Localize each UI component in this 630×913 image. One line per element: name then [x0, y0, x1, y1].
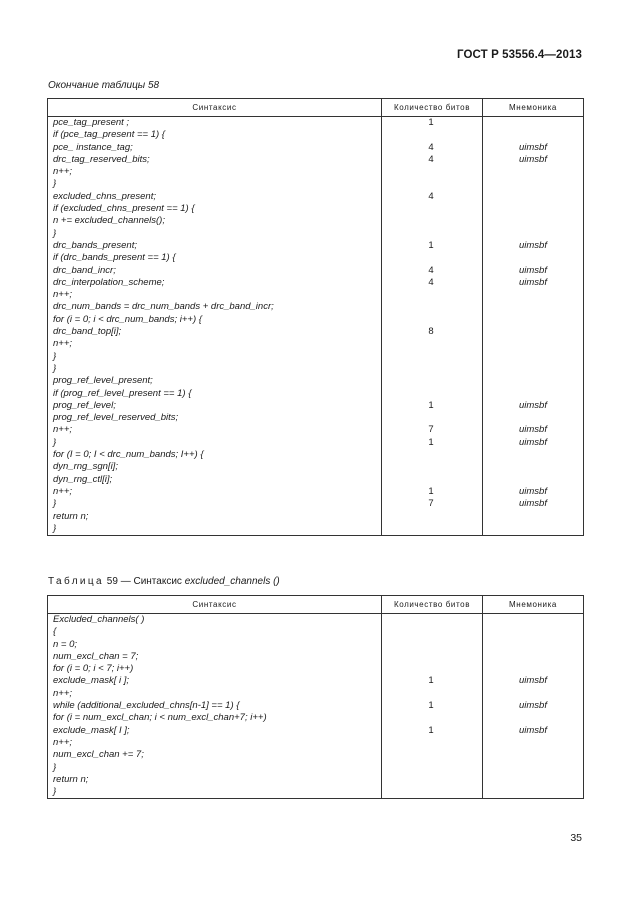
table58-bits-cell: [382, 449, 482, 461]
table59-bits-cell: [382, 737, 482, 749]
table59-bits-cell: 1: [428, 700, 434, 712]
table59-syntax-cell: }: [53, 761, 57, 773]
table58-syntax-cell: n++;: [53, 338, 73, 350]
table58-bits-cell: [382, 129, 482, 141]
table59-syntax-cell: for (i = 0; i < 7; i++): [53, 663, 134, 675]
table59-syntax-cell: Excluded_channels( ): [53, 614, 145, 625]
table59: [47, 595, 584, 799]
table59-caption-dash-text: — Синтаксис: [117, 576, 185, 587]
table59-syntax-cell: exclude_mask[ I ];: [53, 724, 130, 736]
table58-syntax-cell: }: [53, 362, 57, 374]
table58-mnemonic-cell: [483, 203, 583, 215]
table59-bits-cell: [382, 626, 482, 638]
table59-mnemonic-cell: uimsbf: [519, 700, 547, 712]
table58-mnemonic-cell: uimsbf: [519, 399, 547, 411]
table58-bits-cell: 4: [428, 276, 434, 288]
table58-mnemonic-cell: uimsbf: [519, 239, 547, 251]
table58-mnemonic-cell: [483, 388, 583, 400]
table58-mnemonic-cell: [483, 412, 583, 424]
table59-caption-prefix: Таблица: [48, 576, 105, 587]
table58-mnemonic-cell: uimsbf: [519, 153, 547, 165]
table58-bits-cell: 1: [428, 117, 434, 128]
table58-bits-cell: [382, 215, 482, 227]
table58-syntax-column: [48, 117, 382, 536]
table58-header-mnemonic: Мнемоника: [483, 99, 584, 117]
table58-mnemonic-cell: uimsbf: [519, 436, 547, 448]
table58-syntax-cell: }: [53, 436, 57, 448]
table58-syntax-cell: prog_ref_level;: [53, 399, 116, 411]
table58-syntax-cell: drc_bands_present;: [53, 239, 137, 251]
table58-header-bits: Количество битов: [382, 99, 483, 117]
table59-syntax-cell: n = 0;: [53, 638, 78, 650]
table58-bits-cell: 4: [428, 153, 434, 165]
table58-mnemonic-cell: uimsbf: [519, 276, 547, 288]
table58-mnemonic-cell: uimsbf: [519, 141, 547, 153]
table58-mnemonic-cell: [483, 178, 583, 190]
table59-bits-cell: 1: [428, 724, 434, 736]
table58-syntax-cell: excluded_chns_present;: [53, 190, 156, 202]
table59-bits-column: [382, 614, 483, 799]
table58-bits-cell: [382, 511, 482, 523]
table58-bits-cell: [382, 203, 482, 215]
table58-mnemonic-cell: uimsbf: [519, 498, 547, 510]
table58-syntax-cell: }: [53, 227, 57, 239]
table58-syntax-cell: n++;: [53, 289, 73, 301]
table59-mnemonic-cell: [483, 639, 583, 651]
table59-bits-cell: [382, 712, 482, 724]
table59-syntax-cell: for (i = num_excl_chan; i < num_excl_chan+7; i++): [53, 712, 267, 724]
table59-mnemonic-cell: [483, 663, 583, 675]
table58-mnemonic-cell: [483, 449, 583, 461]
table59-mnemonic-cell: uimsbf: [519, 675, 547, 687]
table59-bits-cell: [382, 651, 482, 663]
table58-bits-cell: [382, 314, 482, 326]
table58-syntax-cell: n++;: [53, 485, 73, 497]
table59-bits-cell: [382, 749, 482, 761]
table58-mnemonic-cell: uimsbf: [519, 264, 547, 276]
table58-syntax-cell: if (prog_ref_level_present == 1) {: [53, 387, 192, 399]
table58-mnemonic-cell: [483, 191, 583, 203]
table58-syntax-cell: }: [53, 178, 57, 190]
table58-bits-cell: 4: [428, 141, 434, 153]
table58-mnemonic-cell: [483, 228, 583, 240]
table58-bits-cell: [382, 412, 482, 424]
standard-id: ГОСТ Р 53556.4—2013: [457, 49, 582, 61]
table58-bits-cell: [382, 178, 482, 190]
table58-mnemonic-cell: [483, 375, 583, 387]
table58-bits-cell: [382, 252, 482, 264]
table58-mnemonic-cell: [483, 314, 583, 326]
table58-bits-cell: 8: [428, 326, 434, 338]
table58-syntax-cell: prog_ref_level_present;: [53, 375, 153, 387]
table59-mnemonic-cell: [483, 749, 583, 761]
table59-bits-cell: 1: [428, 675, 434, 687]
table58-mnemonic-column: [483, 117, 584, 536]
table58-mnemonic-cell: [483, 511, 583, 523]
table59-mnemonic-cell: [483, 762, 583, 774]
table59-syntax-cell: num_excl_chan = 7;: [53, 650, 139, 662]
table58-mnemonic-cell: uimsbf: [519, 485, 547, 497]
table59-body-row: [48, 614, 584, 799]
table58-syntax-cell: drc_num_bands = drc_num_bands + drc_band_incr;: [53, 301, 274, 313]
table58-mnemonic-cell: [483, 117, 583, 129]
table58-mnemonic-cell: [483, 351, 583, 363]
table58-mnemonic-cell: uimsbf: [519, 424, 547, 436]
table59-mnemonic-cell: [483, 626, 583, 638]
table58-syntax-cell: }: [53, 350, 57, 362]
table59-mnemonic-cell: [483, 712, 583, 724]
table58-mnemonic-cell: [483, 129, 583, 141]
table58-syntax-cell: pce_ instance_tag;: [53, 141, 133, 153]
table58-bits-cell: [382, 289, 482, 301]
table58-caption: Окончание таблицы 58: [48, 80, 160, 91]
page-number: 35: [570, 832, 582, 844]
table58-syntax-cell: pce_tag_present ;: [53, 117, 130, 128]
table58-bits-cell: 7: [428, 424, 434, 436]
table59-bits-cell: [382, 639, 482, 651]
table58-bits-cell: [382, 474, 482, 486]
table59-mnemonic-cell: [483, 737, 583, 749]
table58-syntax-cell: }: [53, 522, 57, 534]
table58-bits-cell: [382, 461, 482, 473]
table59-header-syntax: Синтаксис: [48, 596, 382, 614]
table58-bits-cell: [382, 338, 482, 350]
table58-bits-cell: 1: [428, 436, 434, 448]
table59-syntax-cell: exclude_mask[ i ];: [53, 675, 130, 687]
table59-caption-func: excluded_channels (): [184, 576, 280, 587]
table59-caption-number: 59: [106, 576, 118, 587]
table58-bits-cell: [382, 363, 482, 375]
table58-mnemonic-cell: [483, 523, 583, 535]
table59-bits-cell: [382, 663, 482, 675]
table58-mnemonic-cell: [483, 215, 583, 227]
table58-bits-cell: [382, 351, 482, 363]
table59-bits-cell: [382, 762, 482, 774]
table58-syntax-cell: drc_band_incr;: [53, 264, 116, 276]
table58-bits-cell: 4: [428, 190, 434, 202]
table59-bits-cell: [382, 774, 482, 786]
table58-mnemonic-cell: [483, 474, 583, 486]
table58-syntax-cell: dyn_rng_ctl[i];: [53, 473, 113, 485]
table58-bits-cell: 1: [428, 485, 434, 497]
table58-syntax-cell: n++;: [53, 424, 73, 436]
table58: [47, 98, 584, 536]
table58-syntax-cell: drc_tag_reserved_bits;: [53, 153, 150, 165]
table58-mnemonic-cell: [483, 461, 583, 473]
table59-mnemonic-cell: [483, 774, 583, 786]
table58-bits-cell: [382, 523, 482, 535]
table58-syntax-cell: if (excluded_chns_present == 1) {: [53, 203, 195, 215]
table59-syntax-cell: num_excl_chan += 7;: [53, 749, 144, 761]
table58-syntax-cell: drc_interpolation_scheme;: [53, 276, 165, 288]
table59-mnemonic-cell: [483, 786, 583, 798]
table58-mnemonic-cell: [483, 338, 583, 350]
table58-bits-cell: [382, 301, 482, 313]
table58-syntax-cell: }: [53, 498, 57, 510]
table58-syntax-cell: n += excluded_channels();: [53, 215, 165, 227]
table58-bits-cell: [382, 166, 482, 178]
table59-mnemonic-cell: [483, 688, 583, 700]
table58-body-row: [48, 117, 584, 536]
table59-syntax-cell: n++;: [53, 687, 73, 699]
table59-syntax-cell: return n;: [53, 773, 89, 785]
table59-header-mnemonic: Мнемоника: [483, 596, 584, 614]
table58-mnemonic-cell: [483, 289, 583, 301]
table58-bits-cell: 4: [428, 264, 434, 276]
table58-bits-cell: 7: [428, 498, 434, 510]
table58-bits-cell: 1: [428, 399, 434, 411]
table58-bits-cell: 1: [428, 239, 434, 251]
table58-mnemonic-cell: [483, 301, 583, 313]
table58-syntax-cell: dyn_rng_sgn[i];: [53, 461, 118, 473]
table58-syntax-cell: drc_band_top[i];: [53, 326, 122, 338]
table59-header-bits: Количество битов: [382, 596, 483, 614]
table59-header-row: [48, 596, 584, 614]
table59-mnemonic-cell: [483, 651, 583, 663]
table59-bits-cell: [382, 688, 482, 700]
table58-mnemonic-cell: [483, 326, 583, 338]
table58-syntax-cell: return n;: [53, 510, 89, 522]
table59-bits-cell: [382, 786, 482, 798]
table58-syntax-cell: for (i = 0; i < drc_num_bands; i++) {: [53, 313, 202, 325]
table59-syntax-column: [48, 614, 382, 799]
table58-mnemonic-cell: [483, 363, 583, 375]
table58-mnemonic-cell: [483, 166, 583, 178]
table59-caption: [48, 576, 280, 587]
table58-syntax-cell: n++;: [53, 166, 73, 178]
table58-bits-cell: [382, 375, 482, 387]
table59-bits-cell: [382, 614, 482, 626]
table58-header-row: [48, 99, 584, 117]
table58-bits-cell: [382, 388, 482, 400]
table58-bits-column: [382, 117, 483, 536]
table59-mnemonic-cell: [483, 614, 583, 626]
table58-syntax-cell: for (I = 0; I < drc_num_bands; I++) {: [53, 449, 204, 461]
table59-syntax-cell: }: [53, 786, 57, 798]
table58-syntax-cell: prog_ref_level_reserved_bits;: [53, 412, 179, 424]
table58-syntax-cell: if (pce_tag_present == 1) {: [53, 129, 165, 141]
table58-mnemonic-cell: [483, 252, 583, 264]
table59-syntax-cell: n++;: [53, 736, 73, 748]
table59-mnemonic-column: [483, 614, 584, 799]
table59-syntax-cell: while (additional_excluded_chns[n-1] == 1) {: [53, 700, 240, 712]
table59-syntax-cell: {: [53, 626, 57, 638]
table58-bits-cell: [382, 228, 482, 240]
table59-mnemonic-cell: uimsbf: [519, 724, 547, 736]
table58-header-syntax: Синтаксис: [48, 99, 382, 117]
table58-syntax-cell: if (drc_bands_present == 1) {: [53, 252, 176, 264]
